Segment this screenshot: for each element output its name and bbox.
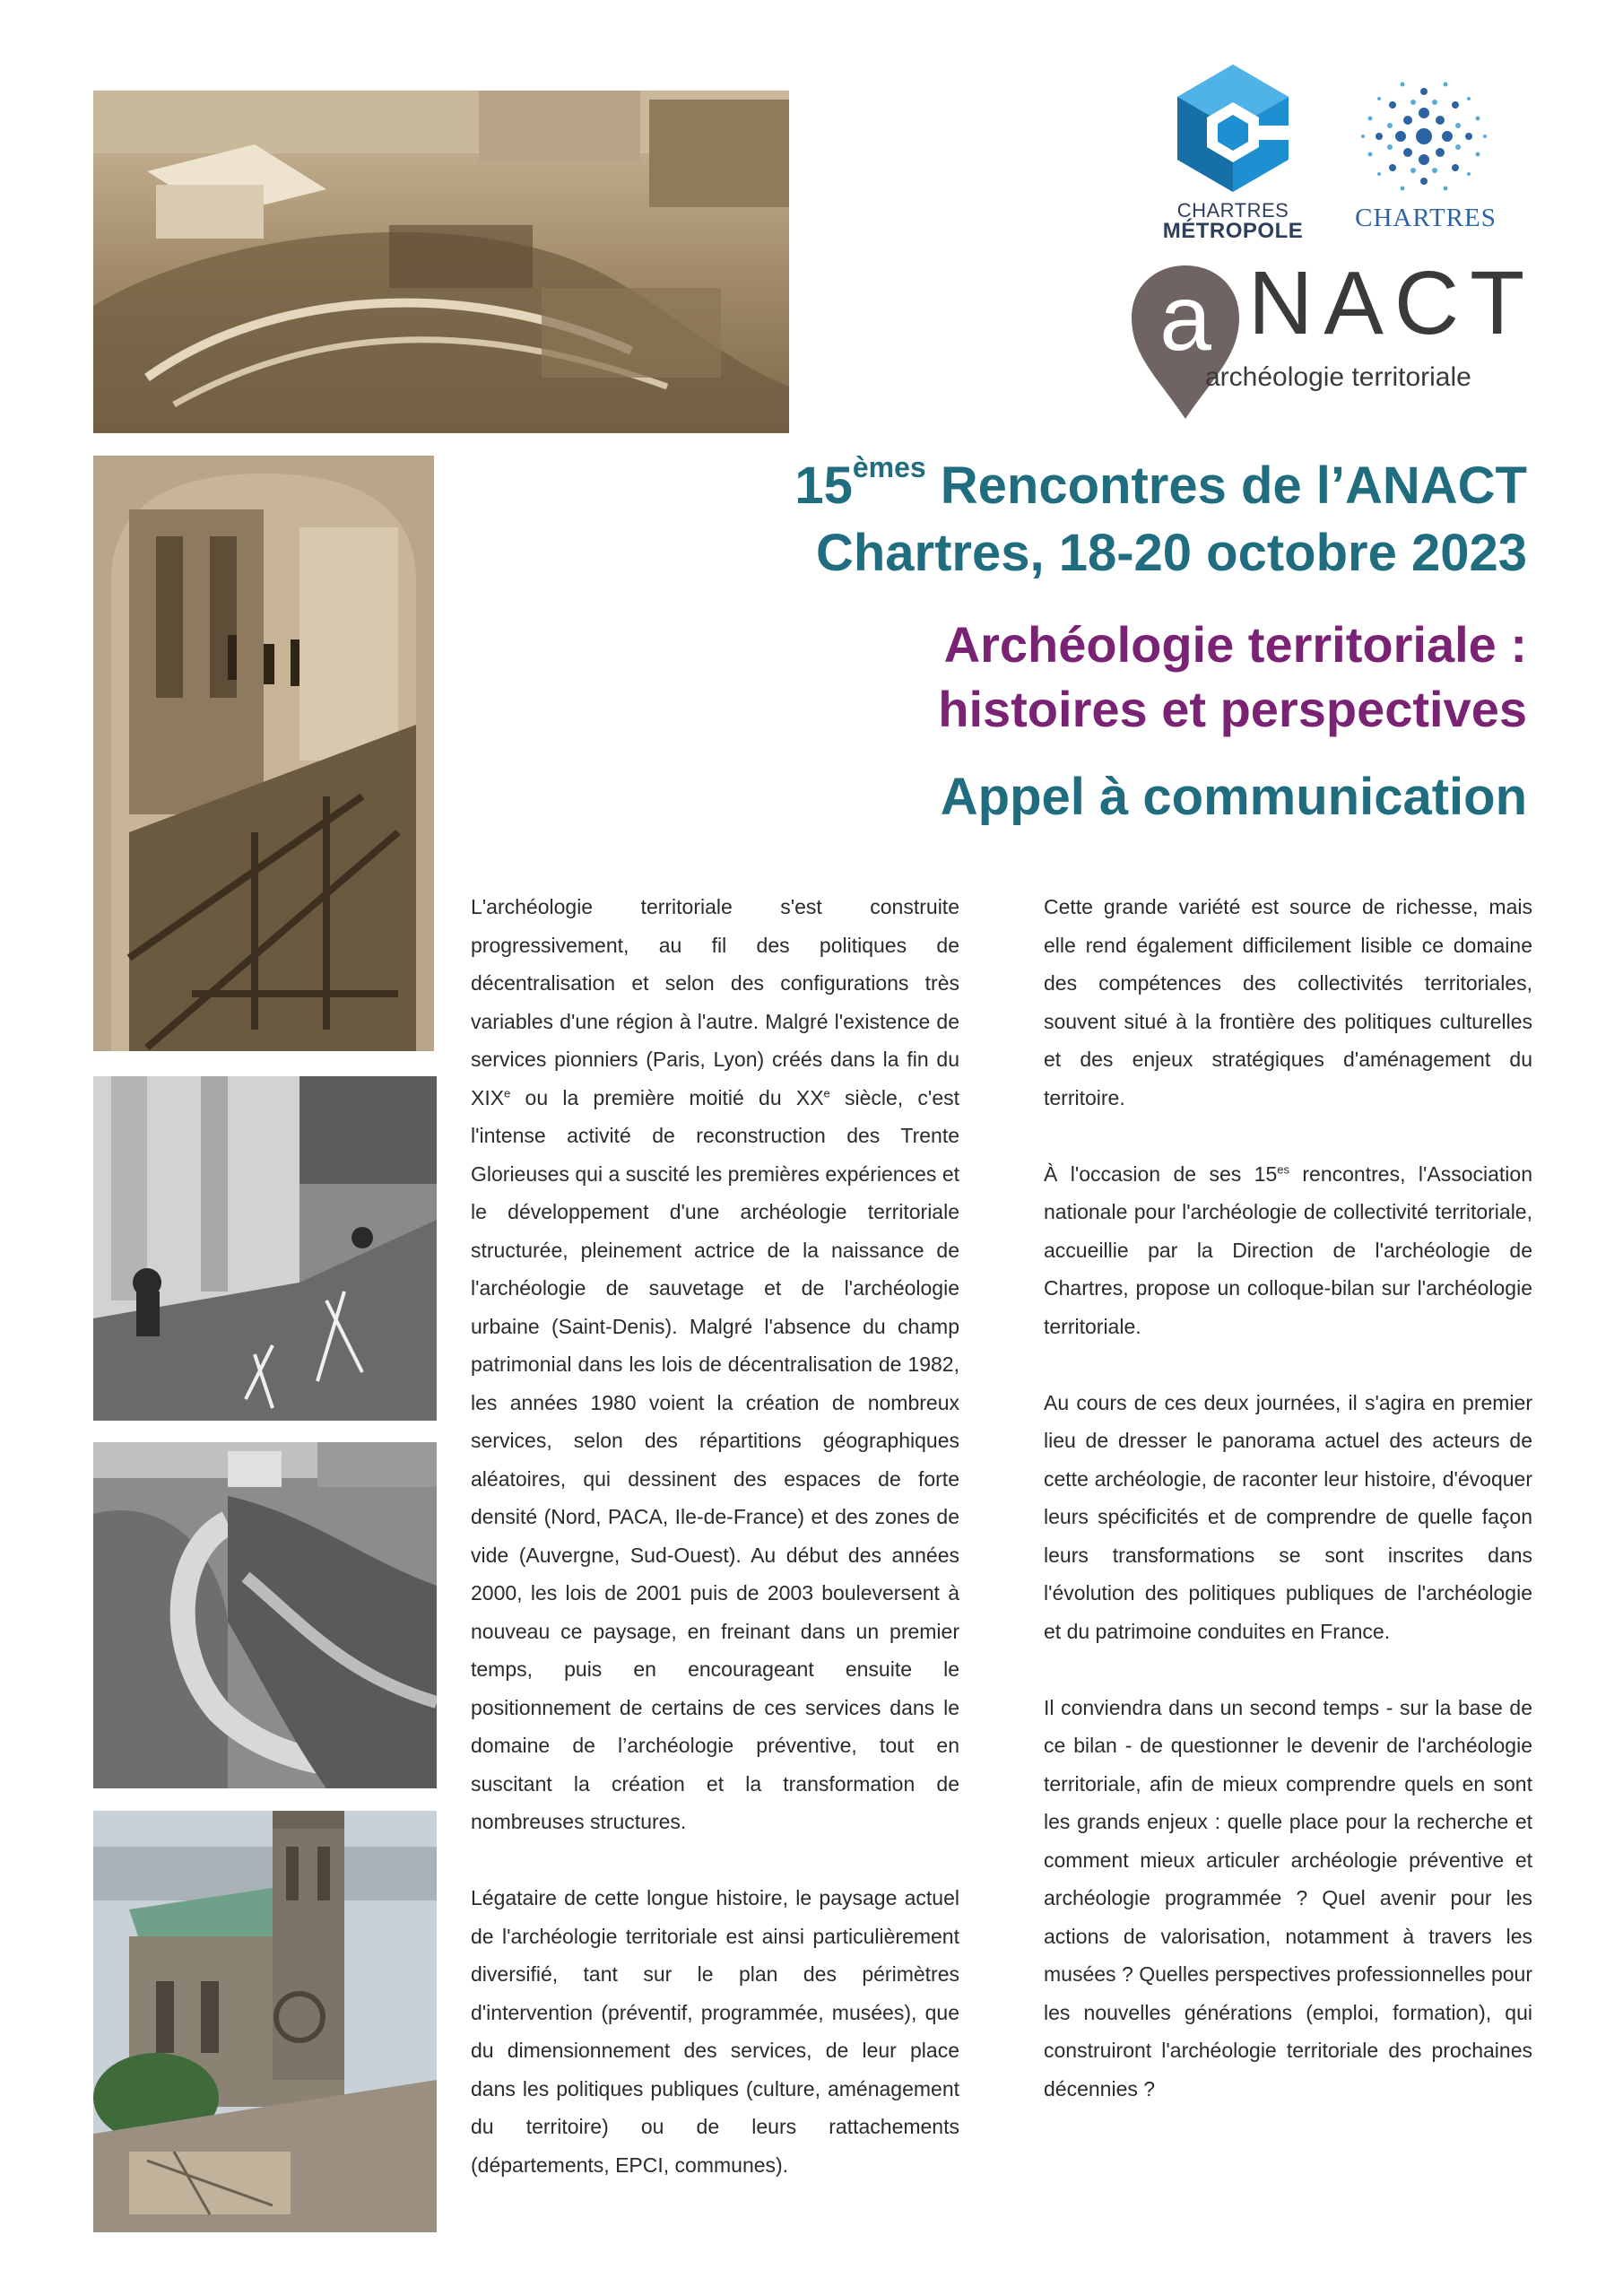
paragraph-4 [1044,1155,1532,1346]
superscript: e [823,1085,830,1100]
paragraph-1-part-c: siècle, c'est l'intense activité de reconstruction des Trente Glorieuses qui a suscité les premières expériences et le développement d'une archéologie territoriale structurée, pleinement actrice de la naissance de l'archéologie de sauvetage et de l'archéologie urbaine (Saint-Denis). Malgré l'absence du champ patrimonial dans les lois de décentralisation de 1982, les années 1980 voient la création de nombreux services, selon des répartitions géographiques aléatoires, qui dessinent des espaces de forte densité (Nord, PACA, Ile-de-France) et des zones de vide (Auvergne, Sud-Ouest). Au début des années 2000, les lois de 2001 puis de 2003 bouleversent à nouveau ce paysage, en freinant dans un premier temps, puis en encourageant ensuite le positionnement de certains de ces services dans le domaine de l’archéologie préventive, tout en suscitant la création et la transformation de nombreuses structures. [471,1085,960,1833]
excavation-photo-sepia [93,91,789,433]
theme-line2: histoires et perspectives [938,681,1527,737]
edition-number: 15 [794,457,853,515]
anact-mark-letter: a [1159,266,1211,370]
body-column-left [471,888,959,2184]
paragraph-4-part-a: À l'occasion de ses 15 [1044,1161,1278,1186]
theme-line1: Archéologie territoriale : [943,616,1527,673]
cathedral-excavation-photo-sepia [93,456,434,1051]
paragraph-1-part-b: ou la première moitié du XX [510,1085,824,1109]
anact-wordmark: NACT [1248,253,1536,353]
call-for-papers-heading: Appel à communication [940,768,1527,826]
anact-subtitle: archéologie territoriale [1205,362,1471,392]
metropole-caption-line2: MÉTROPOLE [1162,219,1304,243]
paragraph-5: Au cours de ces deux journées, il s'agira en premier lieu de dresser le panorama actuel des acteurs de cette archéologie, de raconter leur histoire, d'évoquer leurs spécificités et de comprendre de quelle façon leurs transformations se sont inscrites dans l'évolution des politiques publiques de l'archéologie et du patrimoine conduites en France. [1044,1390,1532,1643]
paragraph-1 [471,888,959,1841]
place-date: Chartres, 18-20 octobre 2023 [815,524,1527,582]
paragraph-1-part-a: L'archéologie territoriale s'est construite progressivement, au fil des politiques de décentralisation et selon des configurations très variables d'une région à l'autre. Malgré l'existence de services pionniers (Paris, Lyon) créés dans la fin du XIX [471,895,959,1109]
body-column-right [1044,888,1532,2108]
edition-suffix: èmes [852,451,926,483]
paragraph-6: Il conviendra dans un second temps - sur la base de ce bilan - de questionner le devenir de l'archéologie territoriale, afin de mieux comprendre quels en sont les grands enjeux : quelle place pour la recherche et comment mieux articuler archéologie préventive et archéologie programmée ? Quel avenir pour les actions de valorisation, notamment à travers les musées ? Quelles perspectives professionnelles pour les nouvelles générations (emploi, formation), qui construiront l'archéologie territoriale des prochaines décennies ? [1044,1695,1532,2100]
curved-wall-excavation-photo-bw [93,1442,437,1788]
paragraph-2: Légataire de cette longue histoire, le paysage actuel de l'archéologie territoriale est ainsi particulièrement diversifié, tant sur le plan des périmètres d'intervention (préventif, programmée, musées), que du dimensionnement des services, de leur place dans les politiques publiques (culture, aménagement du territoire) ou de leurs rattachements (départements, EPCI, communes). [471,1886,959,2177]
superscript: es [1277,1161,1289,1176]
paragraph-3: Cette grande variété est source de richesse, mais elle rend également difficilement lisible ce domaine des compétences des collectivités territoriales, souvent situé à la frontière des politiques culturelles et des enjeux stratégiques d'aménagement du territoire. [1044,895,1532,1109]
chartres-caption: CHARTRES [1355,204,1497,232]
cathedral-pillar-excavation-photo-bw [93,1076,437,1421]
event-title-text: Rencontres de l’ANACT [925,457,1527,515]
event-title [794,451,1527,515]
basilica-aerial-photo-color [93,1811,437,2232]
superscript: e [504,1085,511,1100]
paragraph-4-part-b: rencontres, l'Association nationale pour l'archéologie de collectivité territoriale, accueillie par la Direction de l'archéologie de Chartres, propose un colloque-bilan sur l'archéologie territoriale. [1044,1161,1532,1338]
metropole-caption-line1: CHARTRES [1176,199,1289,222]
